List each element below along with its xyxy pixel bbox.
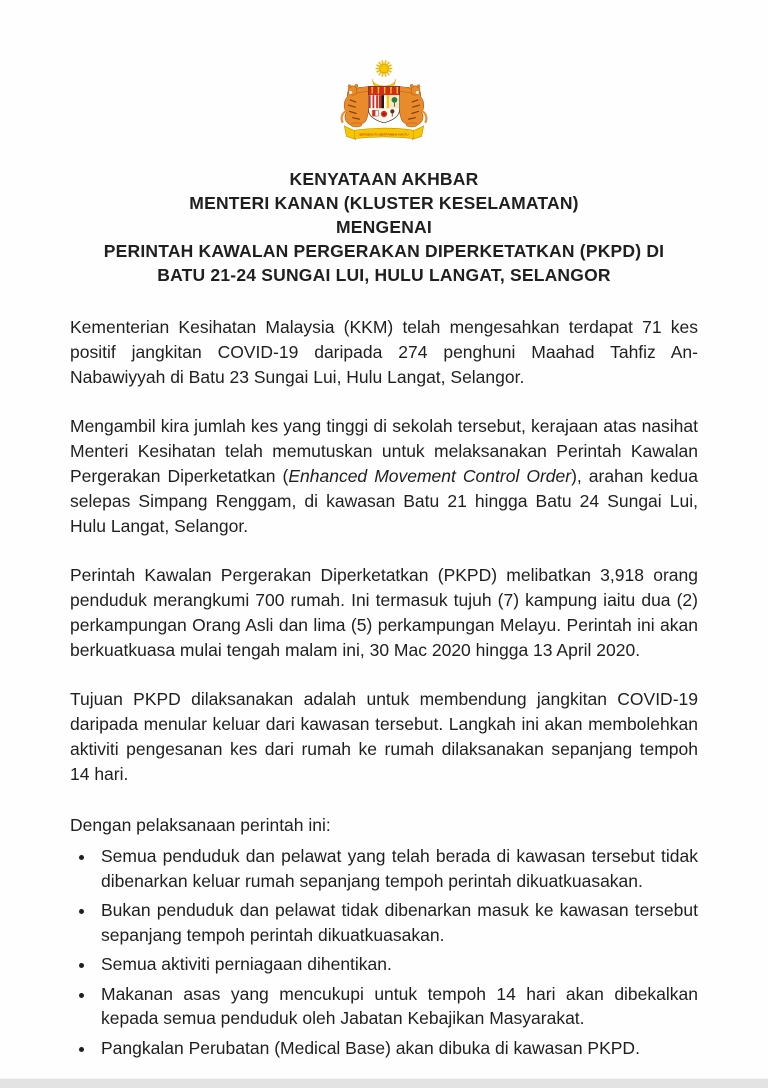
crest-motto-text: BERSEKUTU BERTAMBAH MUTU xyxy=(359,132,409,137)
coat-of-arms-graphic xyxy=(325,56,443,150)
title-line-4: PERINTAH KAWALAN PERGERAKAN DIPERKETATKAN (PKPD) DI xyxy=(103,241,665,261)
measures-list xyxy=(70,844,698,1060)
list-item-3: • Semua aktiviti perniagaan dihentikan. xyxy=(96,952,698,977)
document-title xyxy=(70,167,698,287)
paragraph-2-italic-phrase: Enhanced Movement Control Order xyxy=(288,466,572,486)
title-line-1: KENYATAAN AKHBAR xyxy=(289,169,479,189)
title-line-3: MENGENAI xyxy=(336,217,432,237)
paragraph-4: Tujuan PKPD dilaksanakan adalah untuk membendung jangkitan COVID-19 daripada menular keluar dari kawasan tersebut. Langkah ini akan membolehkan aktiviti pengesanan kes dari rumah ke rumah dilaksanakan sepanjang tempoh 14 hari. xyxy=(70,689,698,784)
paragraph-2 xyxy=(70,414,698,539)
title-line-5: BATU 21-24 SUNGAI LUI, HULU LANGAT, SELANGOR xyxy=(157,265,611,285)
title-line-2: MENTERI KANAN (KLUSTER KESELAMATAN) xyxy=(189,193,579,213)
malaysia-coat-of-arms-icon xyxy=(70,56,698,155)
paragraph-1: Kementerian Kesihatan Malaysia (KKM) telah mengesahkan terdapat 71 kes positif jangkitan COVID-19 daripada 274 penghuni Maahad Tahfiz An-Nabawiyyah di Batu 23 Sungai Lui, Hulu Langat, Selangor. xyxy=(70,317,698,387)
paragraph-2-text: Mengambil kira jumlah kes yang tinggi di sekolah tersebut, kerajaan atas nasihat Menteri Kesihatan telah memutuskan untuk melaksanakan Perintah Kawalan Pergerakan Diperketatkan ( xyxy=(70,416,698,486)
paragraph-3: Perintah Kawalan Pergerakan Diperketatkan (PKPD) melibatkan 3,918 orang penduduk merangkumi 700 rumah. Ini termasuk tujuh (7) kampung iaitu dua (2) perkampungan Orang Asli dan lima (5) perkampungan Melayu. Perintah ini akan berkuatkuasa mulai tengah malam ini, 30 Mac 2020 hingga 13 April 2020. xyxy=(70,565,698,660)
list-item-4: • Makanan asas yang mencukupi untuk tempoh 14 hari akan dibekalkan kepada semua penduduk oleh Jabatan Kebajikan Masyarakat. xyxy=(96,982,698,1031)
paragraph-2-text-after: ), arahan kedua selepas Simpang Renggam, di kawasan Batu 21 hingga Batu 24 Sungai Lui, Hulu Langat, Selangor. xyxy=(70,466,699,536)
screenshot-bottom-edge xyxy=(0,1078,768,1088)
list-intro: Dengan pelaksanaan perintah ini: xyxy=(70,815,331,835)
list-item-5: • Pangkalan Perubatan (Medical Base) akan dibuka di kawasan PKPD. xyxy=(96,1036,698,1061)
list-item-2: • Bukan penduduk dan pelawat tidak dibenarkan masuk ke kawasan tersebut sepanjang tempoh perintah dikuatkuasakan. xyxy=(96,898,698,947)
list-item-1: • Semua penduduk dan pelawat yang telah berada di kawasan tersebut tidak dibenarkan keluar rumah sepanjang tempoh perintah dikuatkuasakan. xyxy=(96,844,698,893)
